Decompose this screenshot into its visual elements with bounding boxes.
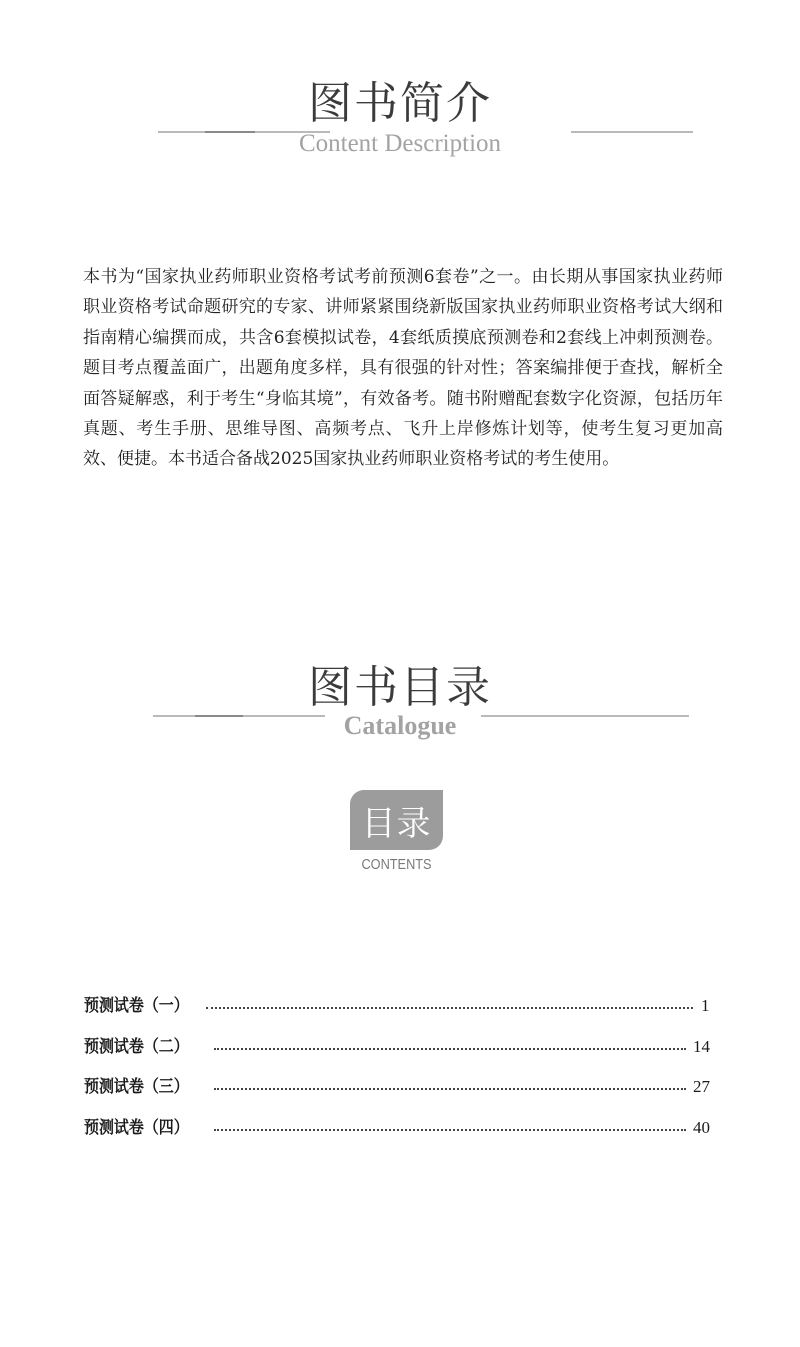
contents-badge-sublabel: CONTENTS (361, 856, 432, 873)
toc-leader-dots (214, 1129, 686, 1131)
toc-item-label: 预测试卷（四） (84, 1118, 189, 1138)
toc-leader-dots (214, 1048, 686, 1050)
catalogue-subtitle: Catalogue (343, 711, 457, 740)
toc-item-page: 14 (693, 1037, 710, 1056)
toc-item-label: 预测试卷（三） (84, 1077, 189, 1097)
toc-item[interactable] (84, 1075, 714, 1099)
toc-item[interactable] (84, 1035, 714, 1059)
toc-item[interactable] (84, 994, 714, 1018)
toc-item[interactable] (84, 1116, 714, 1140)
toc-item-page: 27 (693, 1077, 710, 1096)
toc-leader-dots (214, 1088, 686, 1090)
toc-item-page: 40 (693, 1118, 710, 1137)
toc-leader-dots (206, 1007, 693, 1009)
intro-title: 图书简介 (308, 78, 492, 129)
intro-subtitle: Content Description (298, 130, 502, 157)
toc-item-label: 预测试卷（二） (84, 1037, 189, 1057)
contents-badge: 目录 (350, 790, 443, 850)
catalogue-title: 图书目录 (308, 662, 492, 713)
intro-paragraph: 本书为“国家执业药师职业资格考试考前预测6套卷”之一。由长期从事国家执业药师职业资格考试命题研究的专家、讲师紧紧围绕新版国家执业药师职业资格考试大纲和指南精心编撰而成，共含6套模拟试卷，4套纸质摸底预测卷和2套线上冲刺预测卷。题目考点覆盖面广，出题角度多样，具有很强的针对性；答案编排便于查找，解析全面答疑解惑，利于考生“身临其境”，有效备考。随书附赠配套数字化资源，包括历年真题、考生手册、思维导图、高频考点、飞升上岸修炼计划等，使考生复习更加高效、便捷。本书适合备战2025国家执业药师职业资格考试的考生使用。 (83, 267, 723, 470)
toc-item-page: 1 (701, 996, 710, 1015)
toc-item-label: 预测试卷（一） (84, 996, 189, 1016)
